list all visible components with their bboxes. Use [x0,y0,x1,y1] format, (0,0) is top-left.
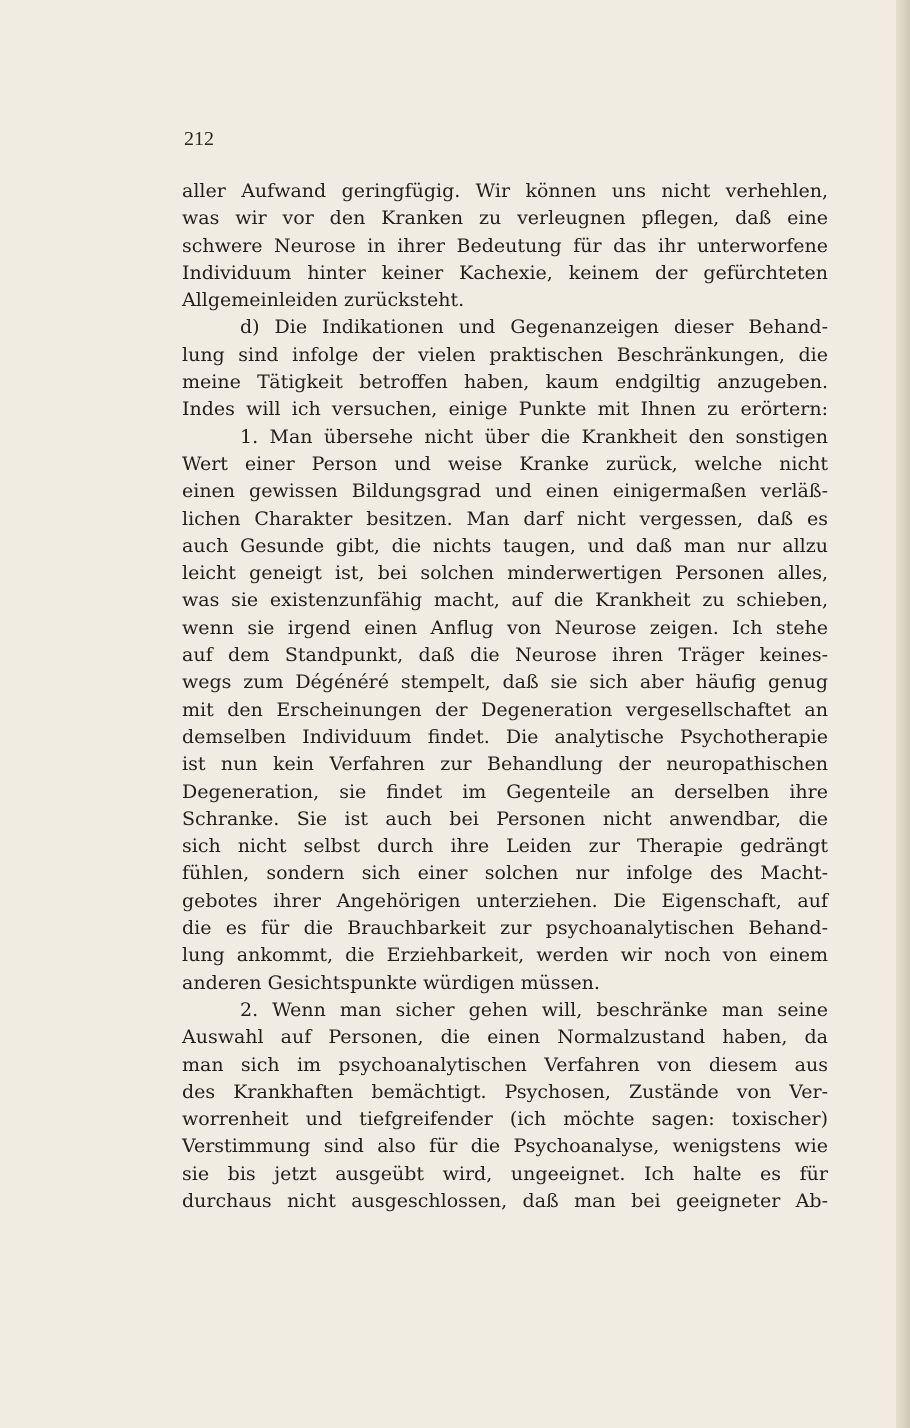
text-line: einen gewissen Bildungsgrad und einen einigermaßen verläß- [182,480,828,503]
text-line: leicht geneigt ist, bei solchen minderwertigen Personen alles, [182,562,828,585]
text-line: worrenheit und tiefgreifender (ich möchte sagen: toxischer) [182,1108,828,1131]
text-line: auch Gesunde gibt, die nichts taugen, und daß man nur allzu [182,534,828,557]
text-line: was sie existenzunfähig macht, auf die Krankheit zu schieben, [182,589,828,612]
text-line: durchaus nicht ausgeschlossen, daß man bei geeigneter Ab- [182,1189,828,1212]
text-line: die es für die Brauchbarkeit zur psychoanalytischen Behand- [182,917,828,940]
text-line: ist nun kein Verfahren zur Behandlung der neuropathischen [182,753,828,776]
text-line: sich nicht selbst durch ihre Leiden zur Therapie gedrängt [182,835,828,858]
text-line: wegs zum Dégénéré stempelt, daß sie sich aber häufig genug [182,671,828,694]
text-line: lung ankommt, die Erziehbarkeit, werden wir noch von einem [182,944,828,967]
text-line: mit den Erscheinungen der Degeneration vergesellschaftet an [182,698,828,721]
text-line: Indes will ich versuchen, einige Punkte mit Ihnen zu erörtern: [182,398,828,421]
text-line: lichen Charakter besitzen. Man darf nicht vergessen, daß es [182,507,828,530]
text-line: Wert einer Person und weise Kranke zurück, welche nicht [182,452,828,475]
text-line: gebotes ihrer Angehörigen unterziehen. Die Eigenschaft, auf [182,889,828,912]
text-line: Individuum hinter keiner Kachexie, keinem der gefürchteten [182,261,828,284]
text-line: Degeneration, sie findet im Gegenteile an derselben ihre [182,780,828,803]
body-text [182,178,828,1215]
text-line: demselben Individuum findet. Die analytische Psychotherapie [182,725,828,748]
text-line: Auswahl auf Personen, die einen Normalzustand haben, da [182,1026,828,1049]
text-line: d) Die Indikationen und Gegenanzeigen dieser Behand- [240,316,828,339]
text-line: auf dem Standpunkt, daß die Neurose ihren Träger keines- [182,644,828,667]
text-line: meine Tätigkeit betroffen haben, kaum endgiltig anzugeben. [182,371,828,394]
text-line: wenn sie irgend einen Anflug von Neurose zeigen. Ich stehe [182,616,828,639]
text-line: Verstimmung sind also für die Psychoanalyse, wenigstens wie [182,1135,828,1158]
text-line: anderen Gesichtspunkte würdigen müssen. [182,971,600,994]
text-line: aller Aufwand geringfügig. Wir können uns nicht verhehlen, [182,180,828,202]
text-line: lung sind infolge der vielen praktischen Beschränkungen, die [182,343,828,366]
text-line: 2. Wenn man sicher gehen will, beschränke man seine [240,998,828,1021]
page-edge [896,0,910,1428]
text-line: man sich im psychoanalytischen Verfahren von diesem aus [182,1053,828,1076]
text-line: des Krankhaften bemächtigt. Psychosen, Zustände von Ver- [182,1080,828,1103]
text-line: schwere Neurose in ihrer Bedeutung für das ihr unterworfene [182,234,828,257]
text-line: fühlen, sondern sich einer solchen nur infolge des Macht- [182,862,828,885]
page-number: 212 [184,128,214,150]
text-line: was wir vor den Kranken zu verleugnen pflegen, daß eine [182,207,828,230]
text-line: Allgemeinleiden zurücksteht. [182,289,465,312]
text-line: sie bis jetzt ausgeübt wird, ungeeignet. Ich halte es für [182,1162,828,1185]
text-line: Schranke. Sie ist auch bei Personen nicht anwendbar, die [182,807,828,830]
text-line: 1. Man übersehe nicht über die Krankheit den sonstigen [240,425,828,448]
